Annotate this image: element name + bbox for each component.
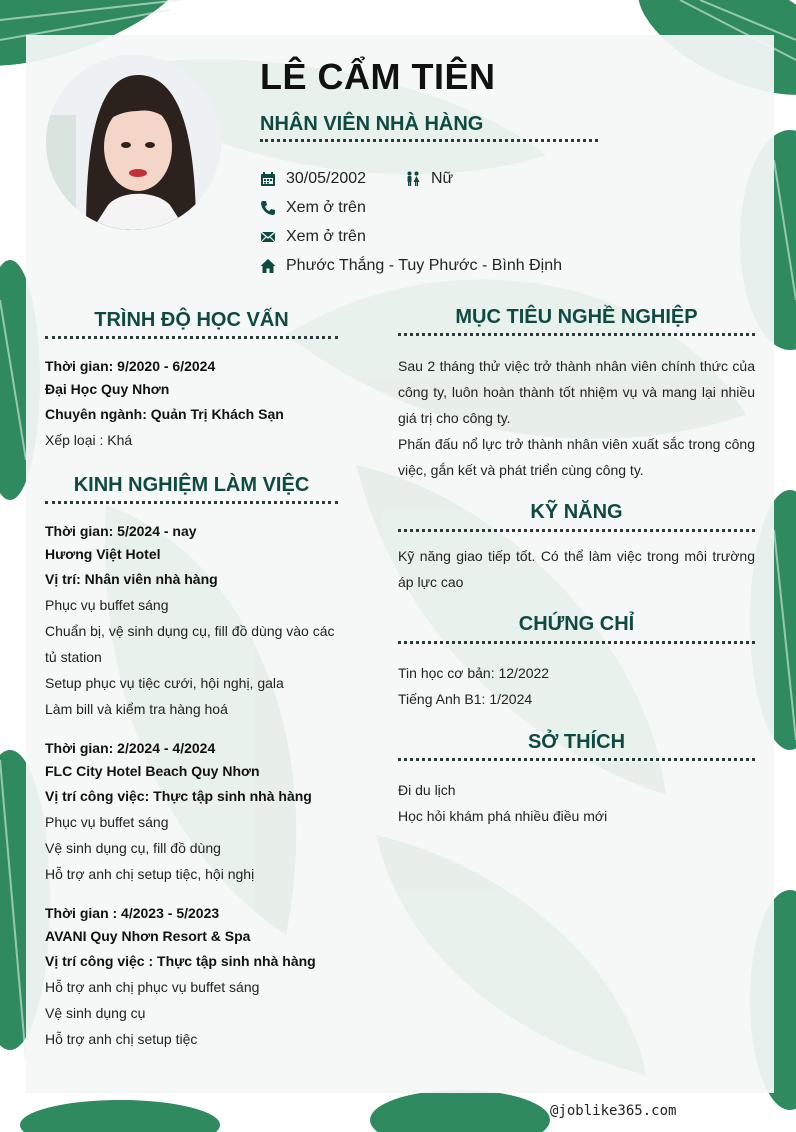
job-1-task: Chuẩn bị, vệ sinh dụng cụ, fill đồ dùng vào các [45, 623, 335, 639]
education-school: Đại Học Quy Nhơn [45, 381, 170, 397]
job-3-position: Vị trí công việc : Thực tập sinh nhà hàng [45, 953, 316, 969]
education-divider [45, 336, 338, 339]
education-rank: Xếp loại : Khá [45, 432, 133, 448]
gender-value: Nữ [431, 170, 454, 187]
certificates-divider [398, 641, 755, 644]
education-major: Chuyên ngành: Quản Trị Khách Sạn [45, 406, 284, 422]
gender-row [405, 170, 453, 188]
job-1-task: Setup phục vụ tiệc cưới, hội nghị, gala [45, 675, 284, 691]
email-icon [260, 229, 276, 245]
hobbies-heading: SỞ THÍCH [527, 731, 626, 753]
address-value: Phước Thắng - Tuy Phước - Bình Định [286, 257, 563, 274]
objective-heading: MỤC TIÊU NGHỀ NGHIỆP [455, 306, 698, 328]
gender-icon [405, 171, 421, 187]
job-3-task: Vệ sinh dụng cụ [45, 1005, 146, 1021]
skills-text: Kỹ năng giao tiếp tốt. Có thể làm việc trong môi trường áp lực cao [398, 548, 755, 590]
job-3-task: Hỗ trợ anh chị phục vụ buffet sáng [45, 979, 260, 995]
skills-heading: KỸ NĂNG [530, 501, 623, 523]
certificate-item: Tin học cơ bản: 12/2022 [398, 665, 550, 681]
job-2-task: Hỗ trợ anh chị setup tiệc, hội nghị [45, 866, 255, 882]
job-1-task: Phục vụ buffet sáng [45, 597, 169, 613]
avatar [46, 55, 221, 230]
phone-row [260, 199, 366, 217]
hobbies-divider [398, 758, 755, 761]
title-divider [260, 139, 598, 142]
email-row [260, 228, 366, 246]
job-1-position: Vị trí: Nhân viên nhà hàng [45, 571, 218, 587]
certificate-item: Tiếng Anh B1: 1/2024 [398, 691, 533, 707]
calendar-icon [260, 171, 276, 187]
objective-divider [398, 333, 755, 336]
experience-divider [45, 501, 338, 504]
job-2-position: Vị trí công việc: Thực tập sinh nhà hàng [45, 788, 312, 804]
education-time: Thời gian: 9/2020 - 6/2024 [45, 358, 216, 374]
address-row [260, 257, 562, 275]
home-icon [260, 258, 276, 274]
phone-value: Xem ở trên [286, 199, 366, 216]
objective-paragraph-1: Sau 2 tháng thử việc trở thành nhân viên chính thức của công ty, luôn hoàn thành tốt nhiệm vụ và mang lại nhiều giá trị cho công ty. [398, 358, 755, 426]
job-1-time: Thời gian: 5/2024 - nay [45, 523, 197, 539]
job-3-company: AVANI Quy Nhơn Resort & Spa [45, 928, 251, 944]
full-name: LÊ CẨM TIÊN [260, 56, 496, 97]
job-2-company: FLC City Hotel Beach Quy Nhơn [45, 763, 260, 779]
email-value: Xem ở trên [286, 228, 366, 245]
skills-divider [398, 529, 755, 532]
job-1-task: Làm bill và kiểm tra hàng hoá [45, 701, 228, 717]
job-2-task: Phục vụ buffet sáng [45, 814, 169, 830]
footer-watermark: @joblike365.com [550, 1103, 677, 1119]
job-2-time: Thời gian: 2/2024 - 4/2024 [45, 740, 216, 756]
experience-heading: KINH NGHIỆM LÀM VIỆC [73, 474, 310, 496]
job-3-time: Thời gian : 4/2023 - 5/2023 [45, 905, 220, 921]
job-1-company: Hương Việt Hotel [45, 546, 161, 562]
hobby-item: Học hỏi khám phá nhiều điều mới [398, 808, 608, 824]
objective-paragraph-2: Phấn đấu nổ lực trở thành nhân viên xuất sắc trong công việc, gắn kết và phát triển cùng công ty. [398, 436, 755, 478]
job-1-task: tủ station [45, 649, 102, 665]
phone-icon [260, 200, 276, 216]
education-heading: TRÌNH ĐỘ HỌC VẤN [94, 309, 289, 331]
job-2-task: Vệ sinh dụng cụ, fill đồ dùng [45, 840, 221, 856]
job-3-task: Hỗ trợ anh chị setup tiệc [45, 1031, 198, 1047]
hobby-item: Đi du lịch [398, 782, 456, 798]
dob-value: 30/05/2002 [286, 170, 367, 187]
certificates-heading: CHỨNG CHỈ [518, 613, 635, 635]
dob-row [260, 170, 366, 188]
job-title: NHÂN VIÊN NHÀ HÀNG [260, 113, 484, 135]
